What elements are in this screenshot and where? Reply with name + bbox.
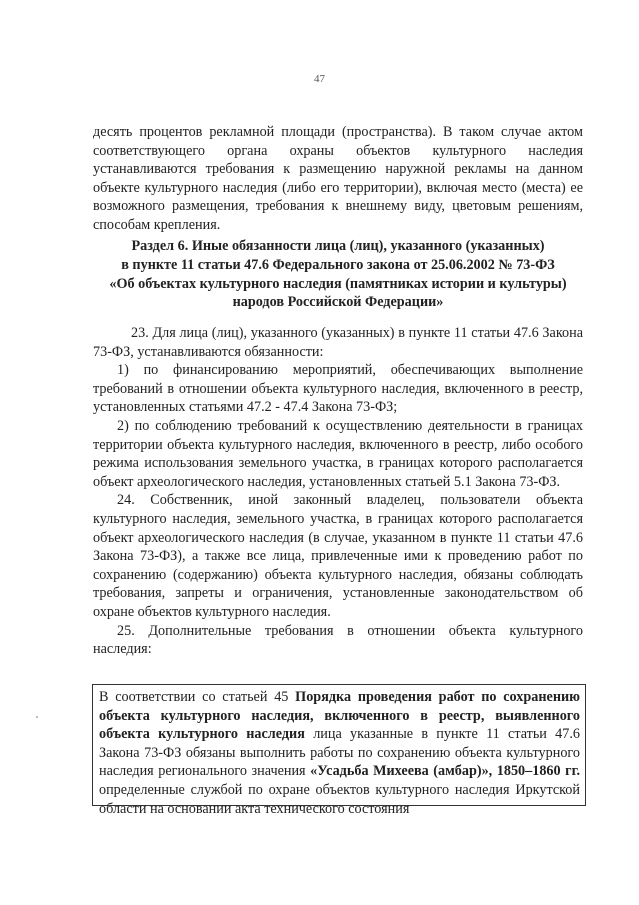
top-paragraph-block xyxy=(93,123,583,235)
additional-requirements-box xyxy=(92,684,586,817)
page-number: 47 xyxy=(314,73,325,85)
clause-24: 24. Собственник, иной законный владелец, пользователи объекта культурного наследия, земельного участка, в границах которого располагается объект археологического наследия (в случае, указанном в пункте 11 статьи 47.6 Закона 73-ФЗ), а также все лица, привлеченные ими к проведению работ по сохранению (содержанию) объекта культурного наследия, обязаны соблюдать требования, запреты и ограничения, установленные законодательством об охране объектов культурного наследия. xyxy=(93,492,583,620)
clause-23: 23. Для лица (лиц), указанного (указанных) в пункте 11 статьи 47.6 Закона 73-ФЗ, устанавливаются обязанности: xyxy=(93,325,583,360)
clause-23-item-2: 2) по соблюдению требований к осуществлению деятельности в границах территории объекта культурного наследия, включенного в реестр, либо особого режима использования земельного участка, в границах которого располагается объект археологического наследия, установленных статьей 5.1 Закона 73-ФЗ. xyxy=(93,417,583,490)
box-tail-text: определенные службой по охране объектов культурного наследия Иркутской области на основании акта технического состояния xyxy=(99,781,580,817)
box-intro-text: В соответствии со статьей 45 xyxy=(99,689,289,705)
section-6-heading xyxy=(93,237,583,312)
heading-line-2: в пункте 11 статьи 47.6 Федерального закона от 25.06.2002 № 73-ФЗ xyxy=(121,256,555,273)
heading-line-4: народов Российской Федерации» xyxy=(232,294,444,311)
paragraph-advertising-space: десять процентов рекламной площади (пространства). В таком случае актом соответствующего органа охраны объектов культурного наследия устанавливаются требования к размещению наружной рекламы на данном объекте культурного наследия (либо его территории), включая место (места) ее возможного размещения, требования к внешнему виду, цветовым решениям, способам крепления. xyxy=(93,124,583,233)
scan-margin-mark xyxy=(36,716,38,718)
heading-line-3: «Об объектах культурного наследия (памятниках истории и культуры) xyxy=(109,275,567,292)
clause-23-item-1: 1) по финансированию мероприятий, обеспечивающих выполнение требований в отношении объекта культурного наследия, включенного в реестр, установленных статьями 47.2 - 47.4 Закона 73-ФЗ; xyxy=(93,362,583,416)
box-order-title: Порядка проведения работ по сохранению объекта культурного наследия, включенного в реестр, выявленного объекта культурного наследия xyxy=(99,689,581,743)
box-object-name: «Усадьба Михеева (амбар)», 1850–1860 гг. xyxy=(310,763,580,780)
heading-line-1: Раздел 6. Иные обязанности лица (лиц), указанного (указанных) xyxy=(131,238,545,254)
box-middle-text: лица указанные в пункте 11 статьи 47.6 Закона 73-ФЗ обязаны выполнить работы по сохранению объекта культурного наследия регионального значения xyxy=(99,726,581,780)
clauses-block xyxy=(93,324,583,659)
clause-25: 25. Дополнительные требования в отношении объекта культурного наследия: xyxy=(93,622,583,658)
